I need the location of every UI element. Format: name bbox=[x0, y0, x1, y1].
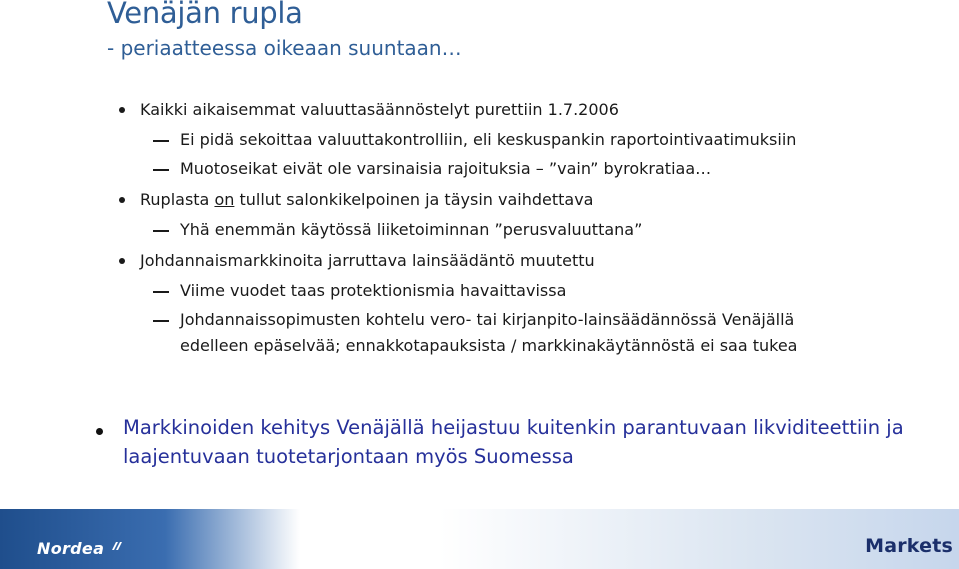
sub-item-5: Johdannaissopimusten kohtelu vero- tai kirjanpito-lainsäädännössä Venäjällä bbox=[180, 310, 795, 329]
dash-marker bbox=[153, 140, 169, 142]
bullet-marker bbox=[119, 258, 125, 264]
slide-title: Venäjän rupla bbox=[107, 0, 303, 30]
slide-footer bbox=[0, 509, 959, 569]
dash-marker bbox=[153, 291, 169, 293]
bullet-item-3: Johdannaismarkkinoita jarruttava lainsäädäntö muutettu bbox=[140, 251, 595, 270]
dash-marker bbox=[153, 320, 169, 322]
slide-subtitle: - periaatteessa oikeaan suuntaan… bbox=[107, 36, 462, 60]
markets-label: Markets bbox=[865, 535, 953, 557]
bullet-marker bbox=[119, 197, 125, 203]
sub-item-2: Muotoseikat eivät ole varsinaisia rajoituksia – ”vain” byrokratiaa… bbox=[180, 159, 712, 178]
text-fragment: Ruplasta bbox=[140, 190, 215, 209]
bullet-marker bbox=[96, 428, 103, 435]
bullet-item-2 bbox=[140, 190, 593, 210]
nordea-logo: Nordea bbox=[37, 539, 105, 558]
sub-item-3: Yhä enemmän käytössä liiketoiminnan ”perusvaluuttana” bbox=[180, 220, 643, 239]
highlight-line-1: Markkinoiden kehitys Venäjällä heijastuu kuitenkin parantuvaan likviditeettiin ja bbox=[123, 416, 904, 439]
bullet-item-1: Kaikki aikaisemmat valuuttasäännöstelyt purettiin 1.7.2006 bbox=[140, 100, 619, 119]
sub-item-5-continued: edelleen epäselvää; ennakkotapauksista / markkinakäytännöstä ei saa tukea bbox=[180, 336, 798, 355]
logo-mark-icon bbox=[110, 540, 124, 552]
highlight-line-2: laajentuvaan tuotetarjontaan myös Suomessa bbox=[123, 445, 574, 468]
underlined-word: on bbox=[214, 190, 235, 209]
bullet-marker bbox=[119, 107, 125, 113]
dash-marker bbox=[153, 169, 169, 171]
sub-item-4: Viime vuodet taas protektionismia havaittavissa bbox=[180, 281, 567, 300]
text-fragment: tullut salonkikelpoinen ja täysin vaihdettava bbox=[234, 190, 594, 209]
sub-item-1: Ei pidä sekoittaa valuuttakontrolliin, eli keskuspankin raportointivaatimuksiin bbox=[180, 130, 797, 149]
dash-marker bbox=[153, 230, 169, 232]
